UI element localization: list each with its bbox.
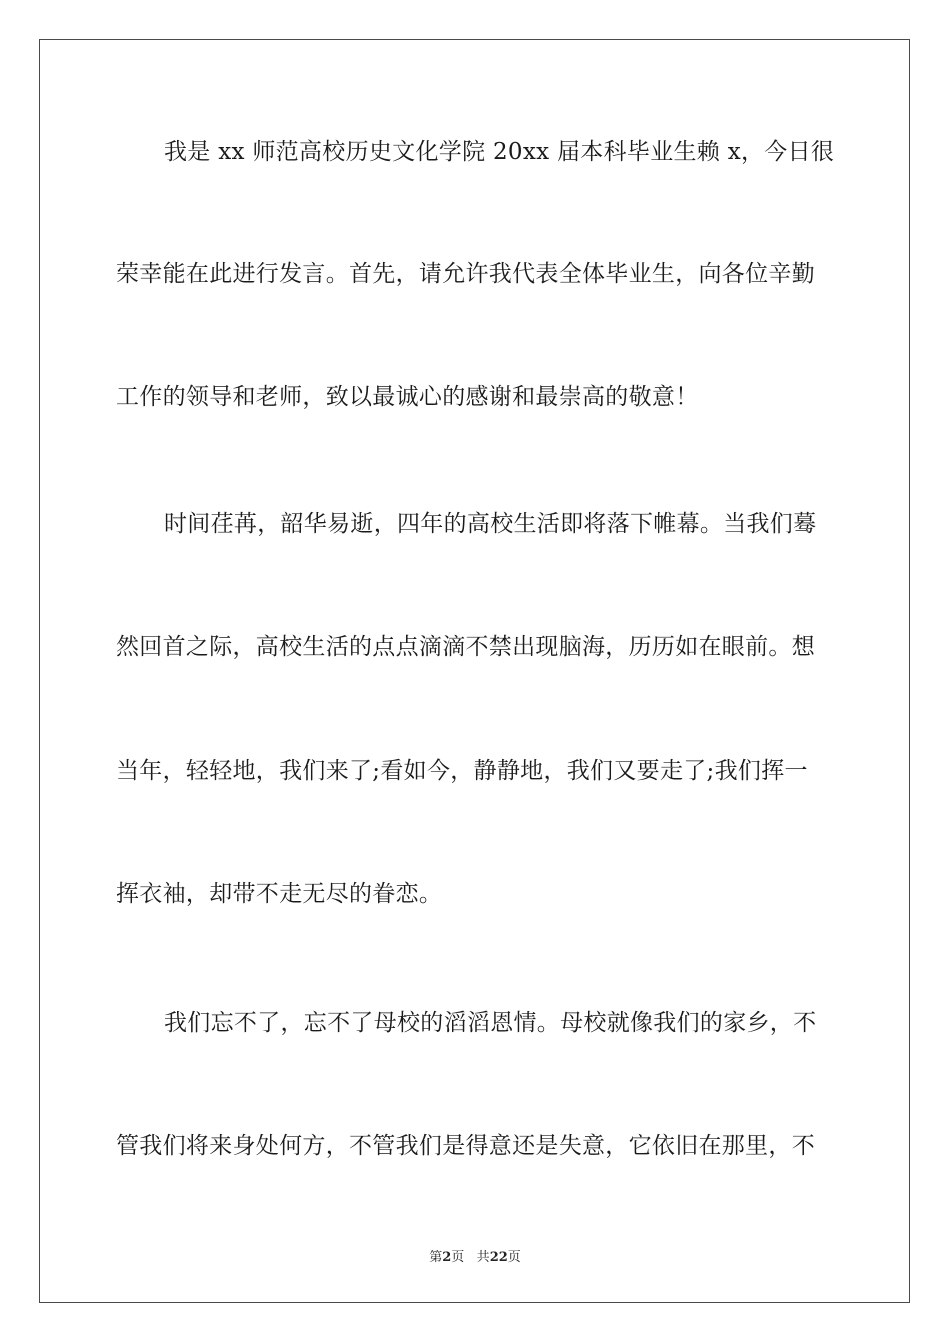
- total-suffix: 页: [507, 1250, 521, 1265]
- page-number: 2: [442, 1250, 452, 1265]
- page-suffix: 页: [451, 1250, 465, 1265]
- page-footer: [0, 1246, 950, 1265]
- paragraph-3-line-2: 管我们将来身处何方，不管我们是得意还是失意，它依旧在那里，不: [116, 1133, 815, 1159]
- page-border: [39, 39, 910, 1303]
- page-prefix: 第: [429, 1250, 443, 1265]
- paragraph-1-line-2: 荣幸能在此进行发言。首先，请允许我代表全体毕业生，向各位辛勤: [116, 261, 815, 287]
- total-prefix: 共: [476, 1250, 490, 1265]
- paragraph-2-line-2: 然回首之际，高校生活的点点滴滴不禁出现脑海，历历如在眼前。想: [116, 634, 815, 660]
- total-pages: 22: [489, 1250, 508, 1265]
- paragraph-2-line-4: 挥衣袖，却带不走无尽的眷恋。: [116, 881, 443, 907]
- paragraph-2-line-3: 当年，轻轻地，我们来了;看如今，静静地，我们又要走了;我们挥一: [116, 758, 808, 784]
- paragraph-3-line-1: 我们忘不了，忘不了母校的滔滔恩情。母校就像我们的家乡，不: [164, 1010, 817, 1036]
- paragraph-1-line-3: 工作的领导和老师，致以最诚心的感谢和最崇高的敬意！: [116, 384, 699, 410]
- paragraph-2-line-1: 时间荏苒，韶华易逝，四年的高校生活即将落下帷幕。当我们蓦: [164, 511, 817, 537]
- paragraph-1-line-1: 我是 xx 师范高校历史文化学院 20xx 届本科毕业生赖 x，今日很: [164, 139, 835, 165]
